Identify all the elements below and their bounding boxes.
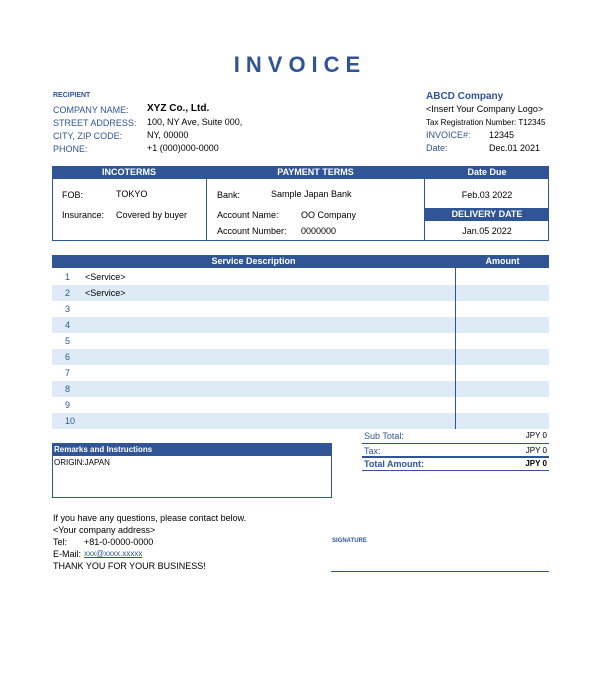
tax-line [362,456,549,458]
subtotal-value: JPY 0 [525,431,547,440]
city-zip-label: CITY, ZIP CODE: [53,131,123,141]
date-value: Dec.01 2021 [489,143,541,153]
invoice-number-label: INVOICE#: [426,130,471,140]
bank-label: Bank: [217,190,241,200]
delivery-date-value: Jan.05 2022 [462,226,512,236]
row-description: <Service> [85,272,126,282]
email-label: E-Mail: [53,549,82,559]
date-due-value: Feb.03 2022 [461,190,513,200]
total-line [362,470,549,471]
recipient-block [53,92,313,99]
tax-value: JPY 0 [525,446,547,455]
fob-label: FOB: [62,190,84,200]
phone-value: +1 (000)000-0000 [147,143,219,153]
total-amount-label: Total Amount: [364,459,424,469]
date-label: Date: [426,143,448,153]
row-number: 1 [65,272,71,282]
service-description-header: Service Description [52,255,455,268]
amount-column-divider [455,255,456,429]
row-number: 6 [65,352,71,362]
invoice-title: INVOICE [233,52,367,77]
subtotal-line [362,443,549,444]
row-number: 5 [65,336,71,346]
terms-divider-1 [206,166,207,241]
insurance-label: Insurance: [62,210,105,220]
row-number: 10 [65,416,76,426]
remarks-text: ORIGIN:JAPAN [54,458,110,467]
row-number: 9 [65,400,71,410]
table-row [52,381,549,397]
table-row [52,317,549,333]
payment-terms-header: PAYMENT TERMS [207,166,424,179]
company-address: <Your company address> [53,525,156,535]
row-description: <Service> [85,288,126,298]
amount-header: Amount [456,255,549,268]
sender-company: ABCD Company [426,91,504,102]
table-row [52,397,549,413]
recipient-heading: RECIPIENT [53,92,91,99]
tax-registration: Tax Registration Number: T12345 [426,118,546,127]
phone-label: PHONE: [53,144,88,154]
table-row [52,285,549,301]
city-zip-value: NY, 00000 [147,130,189,140]
table-row [52,269,549,285]
tel-value: +81-0-0000-0000 [84,537,154,547]
row-number: 2 [65,288,71,298]
thank-you-text: THANK YOU FOR YOUR BUSINESS! [53,561,206,571]
street-address-value: 100, NY Ave, Suite 000, [147,117,243,127]
insurance-value: Covered by buyer [116,210,188,220]
table-row [52,349,549,365]
fob-value: TOKYO [116,189,148,199]
table-row [52,365,549,381]
signature-line [331,571,549,572]
tax-label: Tax: [364,446,381,456]
street-address-label: STREET ADDRESS: [53,118,137,128]
table-row [52,333,549,349]
row-number: 8 [65,384,71,394]
table-row [52,301,549,317]
invoice-number-value: 12345 [489,130,515,140]
remarks-header: Remarks and Instructions [52,443,332,456]
total-amount-value: JPY 0 [525,459,547,468]
account-name-value: OO Company [301,210,357,220]
account-number-value: 0000000 [301,226,337,236]
company-logo-placeholder: <Insert Your Company Logo> [426,104,544,114]
bank-value: Sample Japan Bank [271,189,352,199]
account-number-label: Account Number: [217,226,287,236]
row-number: 7 [65,368,71,378]
company-name-label: COMPANY NAME: [53,105,129,115]
table-row [52,413,549,429]
date-due-header: Date Due [425,166,549,179]
delivery-date-header: DELIVERY DATE [425,208,549,221]
questions-text: If you have any questions, please contact below. [53,513,247,523]
email-link[interactable]: xxx@xxxx.xxxxx [84,549,143,558]
company-name-value: XYZ Co., Ltd. [147,103,210,114]
signature-label: SIGNATURE [332,538,367,544]
account-name-label: Account Name: [217,210,279,220]
subtotal-label: Sub Total: [364,431,404,441]
incoterms-header: INCOTERMS [52,166,206,179]
row-number: 3 [65,304,71,314]
row-number: 4 [65,320,71,330]
tel-label: Tel: [53,537,68,547]
